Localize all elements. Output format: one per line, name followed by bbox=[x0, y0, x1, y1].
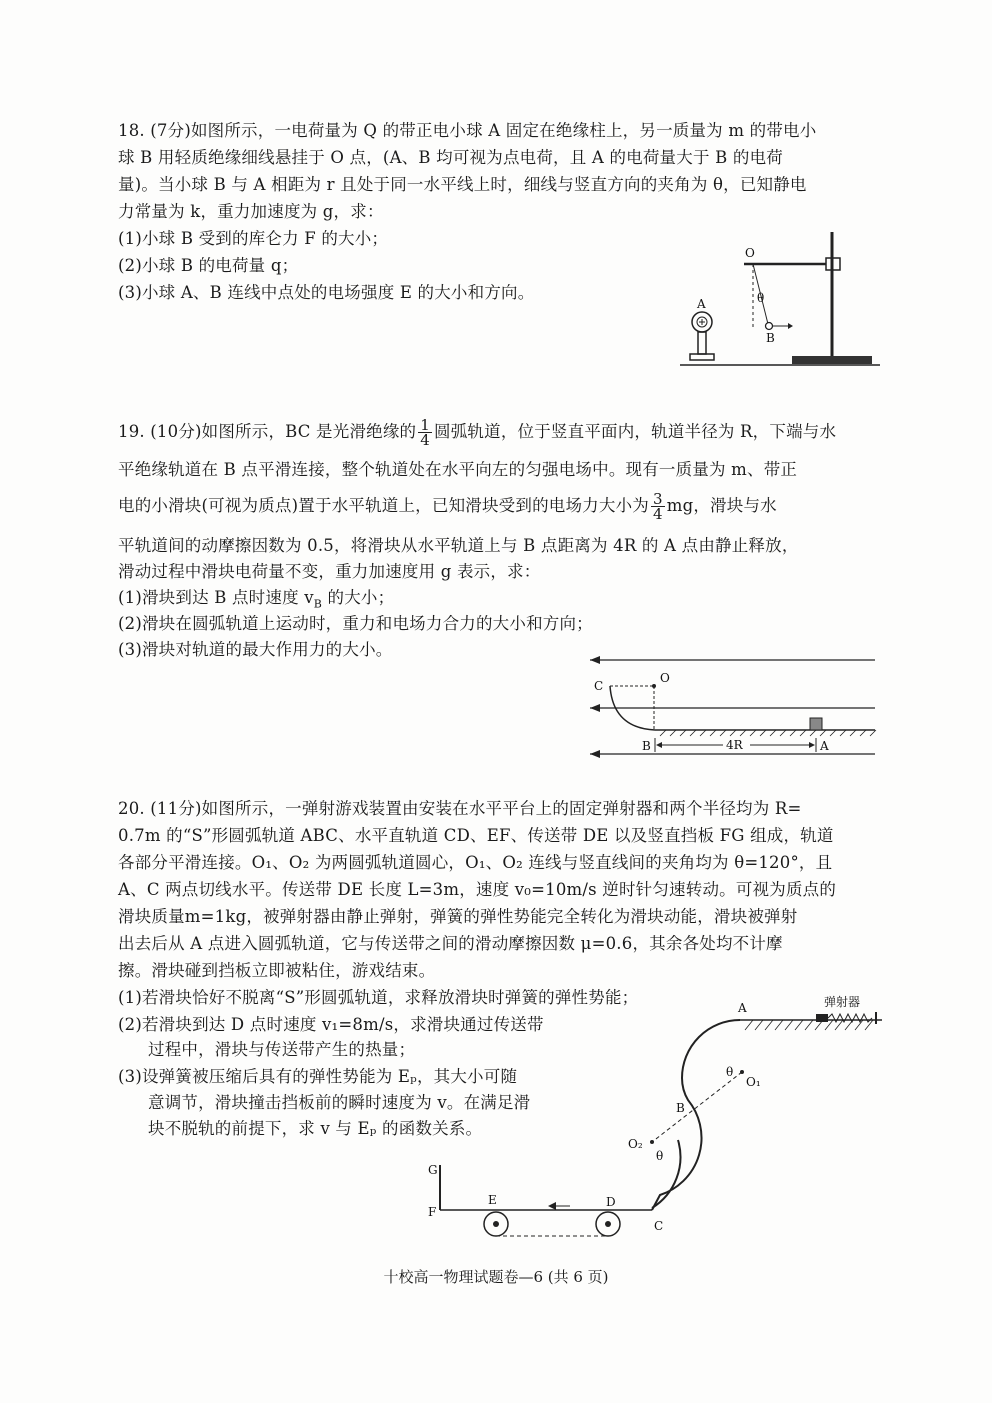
q18-item-3: (3)小球 A、B 连线中点处的电场强度 E 的大小和方向。 bbox=[118, 283, 535, 302]
q20-label-c: C bbox=[654, 1219, 664, 1233]
q20-line-6: 出去后从 A 点进入圆弧轨道，它与传送带之间的滑动摩擦因数 μ=0.6，其余各处均不计摩 bbox=[118, 934, 783, 953]
q19-line-1 bbox=[118, 418, 836, 447]
q18-item-1: (1)小球 B 受到的库仑力 F 的大小； bbox=[118, 229, 389, 248]
q19-label-b: B bbox=[642, 739, 651, 753]
q19-line-4: 平轨道间的动摩擦因数为 0.5，将滑块从水平轨道上与 B 点距离为 4R 的 A 点由静止释放， bbox=[118, 536, 799, 555]
q20-label-theta-1: θ bbox=[726, 1065, 734, 1079]
q20-line-2: 0.7m 的“S”形圆弧轨道 ABC、水平直轨道 CD、EF、传送带 DE 以及竖直挡板 FG 组成，轨道 bbox=[118, 826, 834, 845]
q20-label-b: B bbox=[676, 1101, 685, 1115]
q19-label-a: A bbox=[820, 739, 829, 753]
q19-item-1: (1)滑块到达 B 点时速度 $v_B$ 的大小； bbox=[118, 588, 395, 611]
q19-label-o: O bbox=[660, 671, 670, 685]
q20-label-e: E bbox=[488, 1193, 497, 1207]
q18-line-3: 量)。当小球 B 与 A 相距为 r 且处于同一水平线上时，细线与竖直方向的夹角为 θ，已知静电 bbox=[118, 175, 807, 194]
q20-line-5: 滑块质量m=1kg，被弹射器由静止弹射，弹簧的弹性势能完全转化为滑块动能，滑块被弹射 bbox=[118, 907, 798, 926]
q18-line-1: 18. (7分)如图所示，一电荷量为 Q 的带正电小球 A 固定在绝缘柱上，另一质量为 m 的带电小 bbox=[118, 121, 817, 140]
q19-line-3-post: mg，滑块与水 bbox=[666, 496, 777, 515]
q19-line-2: 平绝缘轨道在 B 点平滑连接，整个轨道处在水平向左的匀强电场中。现有一质量为 m、带正 bbox=[118, 460, 798, 479]
q19-line-1-post: 圆弧轨道，位于竖直平面内，轨道半径为 R，下端与水 bbox=[434, 422, 837, 441]
q18-line-4: 力常量为 k，重力加速度为 g，求： bbox=[118, 202, 384, 221]
q20-label-theta-2: θ bbox=[656, 1149, 664, 1163]
q20-label-d: D bbox=[606, 1195, 616, 1209]
q20-label-f: F bbox=[428, 1205, 437, 1219]
q18-label-b: B bbox=[766, 331, 775, 345]
q19-line-5: 滑动过程中滑块电荷量不变，重力加速度用 g 表示，求： bbox=[118, 562, 541, 581]
q20-item-1: (1)若滑块恰好不脱离“S”形圆弧轨道，求释放滑块时弹簧的弹性势能； bbox=[118, 988, 639, 1007]
q20-label-g: G bbox=[428, 1163, 438, 1177]
q19-line-3-pre: 电的小滑块(可视为质点)置于水平轨道上，已知滑块受到的电场力大小为 bbox=[118, 496, 649, 515]
q20-item-3-cont-2: 块不脱轨的前提下，求 v 与 Eₚ 的函数关系。 bbox=[148, 1119, 483, 1138]
q19-item-3: (3)滑块对轨道的最大作用力的大小。 bbox=[118, 640, 393, 659]
q20-item-3: (3)设弹簧被压缩后具有的弹性势能为 Eₚ，其大小可随 bbox=[118, 1067, 518, 1086]
q18-item-2: (2)小球 B 的电荷量 q； bbox=[118, 256, 299, 275]
q19-label-4r: 4R bbox=[726, 738, 743, 752]
q19-label-c: C bbox=[594, 679, 604, 693]
q20-line-1: 20. (11分)如图所示，一弹射游戏装置由安装在水平平台上的固定弹射器和两个半径均为 R= bbox=[118, 799, 802, 818]
q19-fraction-1: $\frac{1}{4}$ bbox=[420, 416, 431, 449]
q18-label-o: O bbox=[745, 246, 755, 260]
q18-label-theta: θ bbox=[757, 291, 765, 305]
q20-item-2: (2)若滑块到达 D 点时速度 v₁=8m/s，求滑块通过传送带 bbox=[118, 1015, 544, 1034]
q19-line-1-pre: 19. (10分)如图所示，BC 是光滑绝缘的 bbox=[118, 422, 417, 441]
q19-figure bbox=[580, 648, 880, 760]
q20-label-launcher: 弹射器 bbox=[824, 995, 861, 1009]
q20-figure bbox=[420, 990, 890, 1250]
q18-line-2: 球 B 用轻质绝缘细线悬挂于 O 点，(A、B 均可视为点电荷，且 A 的电荷量大于 B 的电荷 bbox=[118, 148, 783, 167]
q20-label-o1: O₁ bbox=[746, 1075, 761, 1089]
q19-line-3 bbox=[118, 492, 777, 521]
q19-item-2: (2)滑块在圆弧轨道上运动时，重力和电场力合力的大小和方向； bbox=[118, 614, 593, 633]
q20-label-o2: O₂ bbox=[628, 1137, 643, 1151]
q20-label-a: A bbox=[738, 1001, 747, 1015]
q20-line-3: 各部分平滑连接。O₁、O₂ 为两圆弧轨道圆心，O₁、O₂ 连线与竖直线间的夹角均为 θ=120°，且 bbox=[118, 853, 833, 872]
q20-item-3-cont-1: 意调节，滑块撞击挡板前的瞬时速度为 v。在满足滑 bbox=[148, 1093, 531, 1112]
q19-fraction-2: $\frac{3}{4}$ bbox=[652, 490, 663, 523]
q18-figure bbox=[680, 222, 880, 372]
page-footer: 十校高一物理试题卷—6 (共 6 页) bbox=[383, 1268, 609, 1286]
q20-line-7: 擦。滑块碰到挡板立即被粘住，游戏结束。 bbox=[118, 961, 436, 980]
q20-line-4: A、C 两点切线水平。传送带 DE 长度 L=3m，速度 v₀=10m/s 逆时针匀速转动。可视为质点的 bbox=[118, 880, 837, 899]
q20-item-2-cont: 过程中，滑块与传送带产生的热量； bbox=[148, 1040, 416, 1059]
q18-label-a: A bbox=[697, 297, 706, 311]
